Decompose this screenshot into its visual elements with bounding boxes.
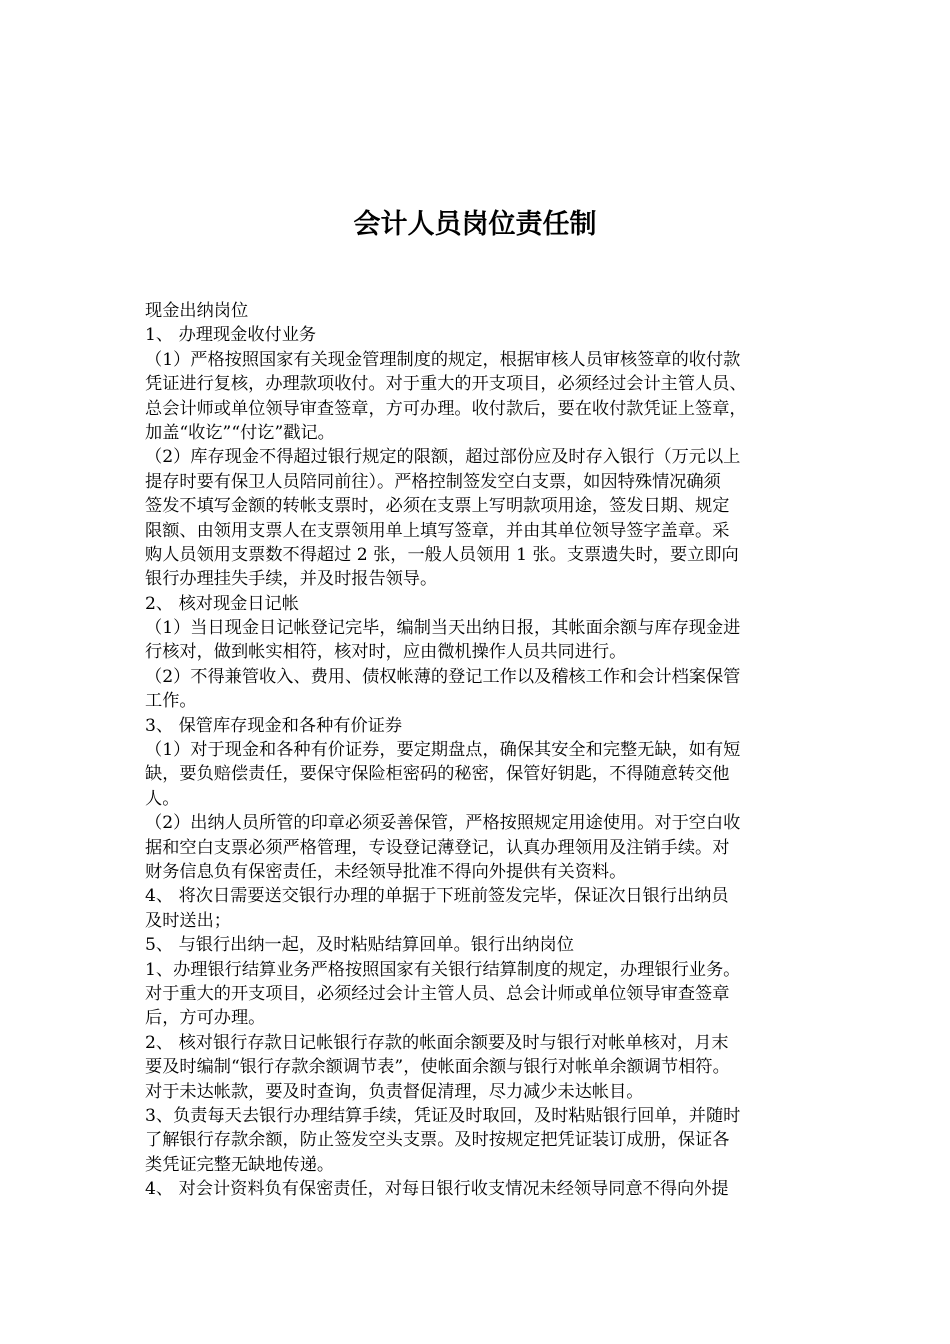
text-line: 2、 核对银行存款日记帐银行存款的帐面余额要及时与银行对帐单核对，月末 <box>145 1032 729 1053</box>
text-line: 加盖“收讫”“付讫”戳记。 <box>145 422 335 443</box>
text-line: 对于重大的开支项目，必须经过会计主管人员、总会计师或单位领导审查签章 <box>145 983 730 1004</box>
text-line: （1）当日现金日记帐登记完毕，编制当天出纳日报，其帐面余额与库存现金进 <box>145 618 741 639</box>
text-line: 5、 与银行出纳一起，及时粘贴结算回单。银行出纳岗位 <box>145 935 574 956</box>
text-line: 了解银行存款余额，防止签发空头支票。及时按规定把凭证装订成册，保证各 <box>145 1130 730 1151</box>
text-line: 4、 对会计资料负有保密责任，对每日银行收支情况未经领导同意不得向外提 <box>145 1179 729 1200</box>
text-line: 工作。 <box>145 691 197 712</box>
text-line: 缺，要负赔偿责任，要保守保险柜密码的秘密，保管好钥匙，不得随意转交他 <box>145 764 730 785</box>
text-line: 人。 <box>145 788 180 809</box>
text-line: 3、负责每天去银行办理结算手续，凭证及时取回，及时粘贴银行回单，并随时 <box>145 1105 741 1126</box>
text-line: 1、办理银行结算业务严格按照国家有关银行结算制度的规定，办理银行业务。 <box>145 959 741 980</box>
text-line: 财务信息负有保密责任，未经领导批准不得向外提供有关资料。 <box>145 861 627 882</box>
text-line: 3、 保管库存现金和各种有价证券 <box>145 715 403 736</box>
text-line: 总会计师或单位领导审查签章，方可办理。收付款后，要在收付款凭证上签章， <box>145 398 747 419</box>
document-title: 会计人员岗位责任制 <box>353 209 597 240</box>
text-line: 签发不填写金额的转帐支票时，必须在支票上写明款项用途，签发日期、规定 <box>145 496 730 517</box>
text-line: （2）出纳人员所管的印章必须妥善保管，严格按照规定用途使用。对于空白收 <box>145 813 741 834</box>
text-line: 后，方可办理。 <box>145 1008 266 1029</box>
text-line: 4、 将次日需要送交银行办理的单据于下班前签发完毕，保证次日银行出纳员 <box>145 886 729 907</box>
text-line: 购人员领用支票数不得超过 2 张，一般人员领用 1 张。支票遗失时，要立即向 <box>145 544 739 565</box>
text-line: 对于未达帐款，要及时查询，负责督促清理，尽力减少未达帐目。 <box>145 1081 644 1102</box>
document-body <box>145 299 825 1201</box>
text-line: 据和空白支票必须严格管理，专设登记薄登记，认真办理领用及注销手续。对 <box>145 837 730 858</box>
text-line: （1）严格按照国家有关现金管理制度的规定，根据审核人员审核签章的收付款 <box>145 349 741 370</box>
text-line: 限额、由领用支票人在支票领用单上填写签章，并由其单位领导签字盖章。采 <box>145 520 730 541</box>
text-line: 1、 办理现金收付业务 <box>145 325 317 346</box>
text-line: 类凭证完整无缺地传递。 <box>145 1154 335 1175</box>
text-line: （1）对于现金和各种有价证券，要定期盘点，确保其安全和完整无缺，如有短 <box>145 740 741 761</box>
text-line: 现金出纳岗位 <box>145 301 249 321</box>
text-line: 凭证进行复核，办理款项收付。对于重大的开支项目，必须经过会计主管人员、 <box>145 374 747 395</box>
text-line: 要及时编制“银行存款余额调节表”，使帐面余额与银行对帐单余额调节相符。 <box>145 1057 730 1078</box>
text-line: 银行办理挂失手续，并及时报告领导。 <box>145 569 438 590</box>
text-line: 2、 核对现金日记帐 <box>145 593 299 614</box>
text-line: （2）库存现金不得超过银行规定的限额，超过部份应及时存入银行（万元以上 <box>145 447 741 468</box>
text-line: 行核对，做到帐实相符，核对时，应由微机操作人员共同进行。 <box>145 642 627 663</box>
text-line: 及时送出； <box>145 910 231 931</box>
text-line: 提存时要有保卫人员陪同前往）。严格控制签发空白支票，如因特殊情况确须 <box>145 471 721 492</box>
text-line: （2）不得兼管收入、费用、债权帐薄的登记工作以及稽核工作和会计档案保管 <box>145 666 741 687</box>
